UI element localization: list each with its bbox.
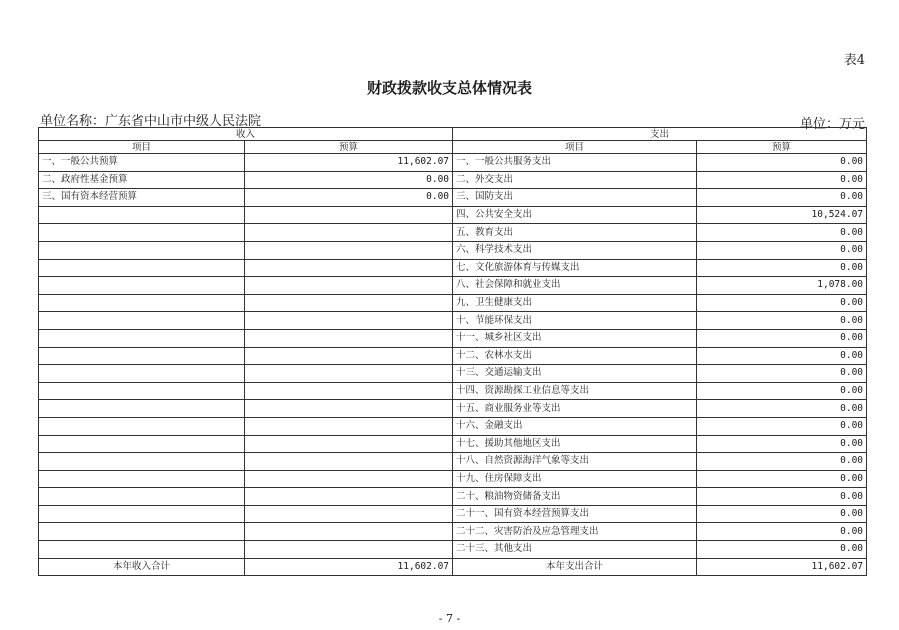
unit-name: 单位名称：广东省中山市中级人民法院 [40,114,262,129]
expense-item-cell: 十二、农林水支出 [453,347,697,365]
expense-budget-cell: 0.00 [697,382,867,400]
income-header: 收入 [39,128,453,141]
income-budget-cell [245,470,453,488]
expense-item-cell: 十六、金融支出 [453,417,697,435]
table-row [39,505,867,523]
income-item-cell [39,505,245,523]
income-item-cell [39,329,245,347]
expense-item-cell: 八、社会保障和就业支出 [453,277,697,295]
table-row [39,365,867,383]
expense-budget-cell: 0.00 [697,365,867,383]
income-budget-cell [245,224,453,242]
expense-budget-cell: 0.00 [697,189,867,207]
expense-item-header: 项目 [453,141,697,154]
table-row [39,435,867,453]
expense-item-cell: 二十二、灾害防治及应急管理支出 [453,523,697,541]
expense-budget-cell: 10,524.07 [697,206,867,224]
expense-item-cell: 二十三、其他支出 [453,541,697,559]
table-row [39,206,867,224]
expense-budget-cell: 0.00 [697,241,867,259]
table-column-header-row [39,141,867,154]
income-budget-cell [245,505,453,523]
income-item-cell [39,241,245,259]
income-budget-cell [245,241,453,259]
table-row [39,329,867,347]
page-title: 财政拨款收支总体情况表 [366,79,532,97]
expense-item-cell: 十八、自然资源海洋气象等支出 [453,453,697,471]
income-item-cell [39,294,245,312]
expense-budget-cell: 0.00 [697,417,867,435]
expense-item-cell: 十三、交通运输支出 [453,365,697,383]
income-item-cell [39,277,245,295]
table-row [39,541,867,559]
income-budget-cell [245,329,453,347]
expense-item-cell: 二十一、国有资本经营预算支出 [453,505,697,523]
expense-item-cell: 四、公共安全支出 [453,206,697,224]
table-row [39,417,867,435]
expense-item-cell: 十四、资源勘探工业信息等支出 [453,382,697,400]
table-row [39,312,867,330]
income-budget-cell: 0.00 [245,171,453,189]
income-budget-cell [245,347,453,365]
table-row [39,400,867,418]
expense-item-cell: 二十、粮油物资储备支出 [453,488,697,506]
income-item-cell [39,206,245,224]
expense-header: 支出 [453,128,867,141]
income-total-value: 11,602.07 [245,558,453,576]
income-budget-cell [245,206,453,224]
expense-budget-cell: 1,078.00 [697,277,867,295]
expense-item-cell: 一、一般公共服务支出 [453,154,697,172]
table-row [39,347,867,365]
expense-budget-cell: 0.00 [697,541,867,559]
table-row [39,294,867,312]
income-budget-cell [245,488,453,506]
income-item-cell [39,417,245,435]
expense-item-cell: 二、外交支出 [453,171,697,189]
total-row [39,558,867,576]
expense-budget-cell: 0.00 [697,400,867,418]
income-item-cell: 三、国有资本经营预算 [39,189,245,207]
expense-budget-cell: 0.00 [697,470,867,488]
table-row [39,171,867,189]
income-item-cell [39,347,245,365]
income-budget-cell [245,453,453,471]
expense-budget-cell: 0.00 [697,224,867,242]
income-budget-cell [245,400,453,418]
table-row [39,189,867,207]
table-row [39,259,867,277]
income-item-cell [39,312,245,330]
income-item-cell [39,382,245,400]
expense-item-cell: 六、科学技术支出 [453,241,697,259]
income-budget-cell [245,382,453,400]
expense-item-cell: 十七、援助其他地区支出 [453,435,697,453]
expense-budget-cell: 0.00 [697,523,867,541]
table-row [39,382,867,400]
expense-budget-cell: 0.00 [697,259,867,277]
income-item-cell [39,488,245,506]
income-item-cell [39,224,245,242]
expense-budget-cell: 0.00 [697,347,867,365]
expense-budget-cell: 0.00 [697,294,867,312]
table-row [39,241,867,259]
table-row [39,224,867,242]
unit-label: 单位：万元 [799,117,865,132]
table-row [39,523,867,541]
expense-budget-cell: 0.00 [697,154,867,172]
expense-budget-cell: 0.00 [697,435,867,453]
income-budget-cell [245,417,453,435]
income-item-cell: 一、一般公共预算 [39,154,245,172]
expense-item-cell: 十五、商业服务业等支出 [453,400,697,418]
expense-item-cell: 九、卫生健康支出 [453,294,697,312]
table-row [39,154,867,172]
table-section-header-row [39,128,867,141]
expense-item-cell: 十一、城乡社区支出 [453,329,697,347]
income-budget-cell [245,259,453,277]
expense-budget-cell: 0.00 [697,312,867,330]
income-budget-cell [245,312,453,330]
income-budget-cell: 11,602.07 [245,154,453,172]
income-budget-cell: 0.00 [245,189,453,207]
income-item-cell [39,470,245,488]
income-item-cell [39,523,245,541]
table-number: 表4 [843,53,865,68]
income-item-cell: 二、政府性基金预算 [39,171,245,189]
table-row [39,453,867,471]
income-budget-header: 预算 [245,141,453,154]
expense-budget-cell: 0.00 [697,453,867,471]
expense-item-cell: 三、国防支出 [453,189,697,207]
income-item-cell [39,259,245,277]
income-budget-cell [245,541,453,559]
expense-item-cell: 十九、住房保障支出 [453,470,697,488]
income-budget-cell [245,365,453,383]
income-item-cell [39,453,245,471]
table-row [39,277,867,295]
income-total-label: 本年收入合计 [39,558,245,576]
income-budget-cell [245,523,453,541]
income-item-cell [39,400,245,418]
expense-budget-cell: 0.00 [697,171,867,189]
income-item-header: 项目 [39,141,245,154]
income-item-cell [39,541,245,559]
income-item-cell [39,435,245,453]
expense-budget-cell: 0.00 [697,505,867,523]
income-budget-cell [245,435,453,453]
table-row [39,470,867,488]
expense-item-cell: 十、节能环保支出 [453,312,697,330]
expense-budget-cell: 0.00 [697,488,867,506]
income-budget-cell [245,294,453,312]
expense-budget-cell: 0.00 [697,329,867,347]
expense-budget-header: 预算 [697,141,867,154]
page-number: - 7 - [438,612,461,625]
expense-total-label: 本年支出合计 [453,558,697,576]
income-budget-cell [245,277,453,295]
table-row [39,488,867,506]
fiscal-table [38,127,867,576]
income-item-cell [39,365,245,383]
expense-item-cell: 七、文化旅游体育与传媒支出 [453,259,697,277]
expense-item-cell: 五、教育支出 [453,224,697,242]
expense-total-value: 11,602.07 [697,558,867,576]
